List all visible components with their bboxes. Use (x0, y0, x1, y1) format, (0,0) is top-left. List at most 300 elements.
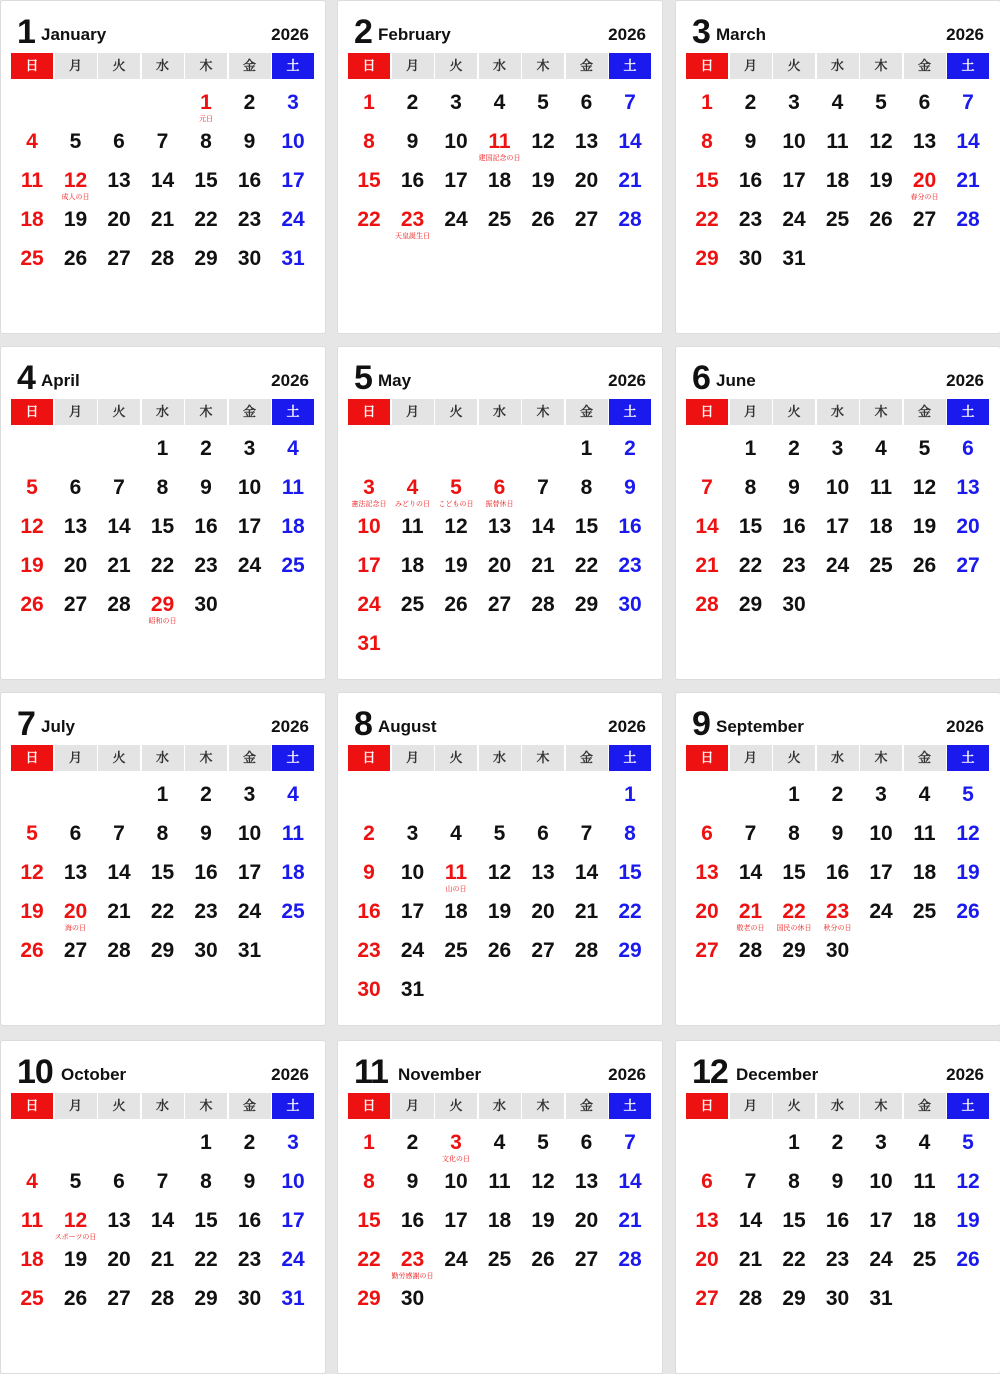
day-cell: 18 (20, 1248, 44, 1271)
day-cell: 12 (20, 861, 44, 884)
weekday-header-1: 月 (392, 53, 434, 79)
day-cell: 20 (63, 554, 88, 577)
day-cell: 19 (531, 169, 555, 192)
weekday-header-1: 月 (55, 745, 97, 771)
weekday-header-3: 水 (817, 53, 859, 79)
weekday-header-5: 金 (904, 53, 946, 79)
day-cell: 7 (701, 476, 713, 499)
day-cell: 19 (956, 861, 980, 884)
month-header (348, 11, 652, 51)
day-cell: 22 (357, 208, 381, 231)
month-panel-november (337, 1040, 663, 1374)
weekday-header-4: 木 (860, 745, 902, 771)
weekday-header-5: 金 (904, 399, 946, 425)
month-header (348, 357, 652, 397)
day-cell: 4 (493, 1131, 506, 1154)
day-cell: 7 (113, 476, 125, 499)
day-cell: 8 (363, 130, 375, 153)
day-cell: 14 (738, 861, 763, 884)
day-cell: 26 (444, 593, 468, 616)
day-cell: 23 (825, 900, 850, 923)
weekday-header-2: 火 (435, 745, 477, 771)
day-cell: 12 (956, 1170, 980, 1193)
day-cell: 21 (738, 900, 763, 923)
day-cell: 2 (200, 783, 212, 806)
month-number: 1 (17, 13, 35, 51)
day-cell: 19 (869, 169, 893, 192)
day-cell: 6 (537, 822, 549, 845)
day-cell: 1 (744, 437, 757, 460)
day-cell: 18 (400, 554, 425, 577)
day-cell: 10 (869, 1170, 893, 1193)
day-cell: 3 (363, 476, 375, 499)
day-cell: 28 (738, 939, 763, 962)
day-cell: 5 (26, 476, 38, 499)
month-panel-september (675, 692, 1000, 1026)
day-cell: 28 (574, 939, 599, 962)
month-number: 3 (692, 13, 710, 51)
day-cell: 25 (281, 900, 305, 923)
day-cell: 8 (788, 1170, 800, 1193)
day-cell: 3 (287, 1131, 299, 1154)
day-cell: 18 (20, 208, 44, 231)
day-cell: 6 (493, 476, 506, 499)
day-cell: 5 (875, 91, 887, 114)
day-cell: 6 (580, 1131, 593, 1154)
holiday-label: 文化の日 (442, 1156, 470, 1163)
day-cell: 23 (738, 208, 763, 231)
day-cell: 15 (738, 515, 763, 538)
day-cell: 8 (156, 476, 169, 499)
day-cell: 17 (281, 169, 305, 192)
day-cell: 5 (537, 91, 549, 114)
month-header (11, 357, 315, 397)
day-cell: 13 (63, 515, 88, 538)
day-cell: 8 (624, 822, 636, 845)
weekday-header-1: 月 (55, 1093, 97, 1119)
day-cell: 27 (487, 593, 512, 616)
day-cell: 14 (150, 1209, 175, 1232)
day-cell: 31 (357, 632, 381, 655)
day-cell: 11 (913, 1170, 936, 1193)
day-cell: 1 (156, 437, 169, 460)
day-cell: 3 (875, 783, 887, 806)
day-cell: 29 (618, 939, 642, 962)
month-header (348, 1051, 652, 1091)
weekday-header-6: 土 (609, 745, 651, 771)
month-name: July (41, 717, 76, 736)
day-cell: 12 (912, 476, 937, 499)
month-header (686, 703, 990, 743)
day-cell: 20 (63, 900, 88, 923)
day-cell: 26 (531, 208, 555, 231)
day-cell: 25 (281, 554, 305, 577)
weekday-header-1: 月 (730, 53, 772, 79)
day-cell: 5 (450, 476, 462, 499)
holiday-label: 成人の日 (61, 194, 90, 201)
day-cell: 21 (531, 554, 555, 577)
day-cell: 26 (63, 1287, 88, 1310)
year-label: 2026 (608, 371, 646, 390)
day-cell: 23 (618, 554, 642, 577)
day-cell: 29 (150, 939, 175, 962)
weekday-header-3: 水 (479, 399, 521, 425)
day-cell: 7 (537, 476, 549, 499)
weekday-header-5: 金 (566, 53, 608, 79)
day-cell: 22 (194, 1248, 218, 1271)
day-cell: 21 (956, 169, 980, 192)
weekday-header-6: 土 (947, 1093, 989, 1119)
day-cell: 17 (869, 1209, 893, 1232)
day-cell: 30 (237, 247, 262, 270)
day-cell: 1 (363, 91, 375, 114)
day-cell: 17 (237, 861, 262, 884)
day-cell: 29 (574, 593, 599, 616)
day-cell: 16 (738, 169, 763, 192)
day-cell: 3 (831, 437, 844, 460)
day-cell: 11 (20, 169, 44, 192)
day-cell: 20 (574, 1209, 599, 1232)
day-cell: 22 (782, 1248, 806, 1271)
day-cell: 11 (913, 822, 936, 845)
day-cell: 28 (150, 247, 175, 270)
day-cell: 24 (869, 900, 893, 923)
weekday-header-5: 金 (566, 399, 608, 425)
day-cell: 28 (107, 593, 131, 616)
day-cell: 19 (531, 1209, 555, 1232)
day-cell: 4 (406, 476, 419, 499)
day-cell: 9 (406, 1170, 419, 1193)
day-cell: 3 (788, 91, 800, 114)
month-number: 10 (17, 1053, 53, 1091)
weekday-header-2: 火 (773, 745, 815, 771)
day-cell: 10 (237, 822, 262, 845)
day-cell: 29 (194, 247, 218, 270)
day-cell: 9 (831, 822, 844, 845)
month-panel-february (337, 0, 663, 334)
day-cell: 11 (826, 130, 849, 153)
day-cell: 23 (782, 554, 806, 577)
month-name: June (716, 371, 756, 390)
day-cell: 6 (113, 1170, 125, 1193)
holiday-label: みどりの日 (395, 501, 430, 508)
day-cell: 17 (281, 1209, 305, 1232)
day-cell: 31 (869, 1287, 893, 1310)
day-cell: 6 (918, 91, 931, 114)
day-cell: 12 (487, 861, 512, 884)
month-header (686, 357, 990, 397)
day-cell: 7 (744, 822, 757, 845)
day-cell: 10 (825, 476, 850, 499)
weekday-header-4: 木 (185, 53, 227, 79)
day-cell: 30 (237, 1287, 262, 1310)
day-cell: 6 (69, 476, 82, 499)
day-cell: 9 (624, 476, 636, 499)
day-cell: 29 (782, 1287, 806, 1310)
weekday-header-6: 土 (272, 1093, 314, 1119)
holiday-label: 憲法記念日 (351, 501, 387, 508)
day-cell: 21 (107, 554, 131, 577)
month-number: 9 (692, 705, 710, 743)
day-cell: 26 (531, 1248, 555, 1271)
day-cell: 26 (912, 554, 937, 577)
day-cell: 23 (400, 1248, 425, 1271)
day-cell: 4 (287, 783, 299, 806)
day-cell: 12 (63, 169, 88, 192)
day-cell: 15 (194, 1209, 218, 1232)
day-cell: 9 (744, 130, 757, 153)
day-cell: 4 (831, 91, 844, 114)
day-cell: 25 (869, 554, 893, 577)
year-label: 2026 (608, 1065, 646, 1084)
day-cell: 20 (695, 1248, 719, 1271)
weekday-header-6: 土 (947, 53, 989, 79)
day-cell: 6 (701, 822, 713, 845)
weekday-header-3: 水 (817, 1093, 859, 1119)
weekday-header-4: 木 (522, 745, 564, 771)
day-cell: 4 (450, 822, 462, 845)
weekday-header-1: 月 (392, 1093, 434, 1119)
weekday-header-5: 金 (229, 399, 271, 425)
day-cell: 20 (107, 1248, 131, 1271)
day-cell: 25 (444, 939, 468, 962)
weekday-header-2: 火 (435, 53, 477, 79)
day-cell: 18 (487, 169, 512, 192)
weekday-header-1: 月 (55, 53, 97, 79)
day-cell: 7 (962, 91, 974, 114)
day-cell: 27 (695, 939, 719, 962)
weekday-header-4: 木 (860, 53, 902, 79)
day-cell: 27 (107, 247, 131, 270)
day-cell: 23 (237, 208, 262, 231)
weekday-header-1: 月 (730, 399, 772, 425)
day-cell: 11 (281, 822, 305, 845)
weekday-header-6: 土 (609, 399, 651, 425)
day-cell: 13 (695, 1209, 719, 1232)
day-cell: 20 (695, 900, 719, 923)
month-panel-april (0, 346, 326, 680)
month-panel-july (0, 692, 326, 1026)
weekday-header-3: 水 (142, 1093, 184, 1119)
holiday-label: スポーツの日 (54, 1234, 97, 1241)
weekday-header-0: 日 (686, 399, 728, 425)
day-cell: 30 (825, 1287, 850, 1310)
day-cell: 15 (695, 169, 719, 192)
day-cell: 20 (531, 900, 555, 923)
day-cell: 6 (113, 130, 125, 153)
day-cell: 26 (956, 1248, 980, 1271)
weekday-header-1: 月 (392, 399, 434, 425)
day-cell: 18 (487, 1209, 512, 1232)
day-cell: 16 (237, 169, 262, 192)
weekday-header-0: 日 (11, 53, 53, 79)
weekday-header-2: 火 (98, 745, 140, 771)
day-cell: 3 (243, 437, 256, 460)
day-cell: 29 (194, 1287, 218, 1310)
weekday-header-3: 水 (479, 1093, 521, 1119)
day-cell: 10 (869, 822, 893, 845)
holiday-label: 建国記念の日 (478, 155, 521, 162)
weekday-header-0: 日 (686, 53, 728, 79)
day-cell: 25 (20, 247, 44, 270)
day-cell: 22 (194, 208, 218, 231)
weekday-header-3: 水 (142, 53, 184, 79)
weekday-header-4: 木 (860, 399, 902, 425)
day-cell: 12 (63, 1209, 88, 1232)
day-cell: 16 (400, 1209, 425, 1232)
weekday-header-0: 日 (348, 399, 390, 425)
day-cell: 7 (744, 1170, 757, 1193)
day-cell: 24 (237, 900, 262, 923)
day-cell: 1 (788, 1131, 800, 1154)
day-cell: 15 (357, 1209, 381, 1232)
day-cell: 15 (150, 861, 175, 884)
day-cell: 1 (788, 783, 800, 806)
day-cell: 18 (912, 1209, 937, 1232)
day-cell: 24 (825, 554, 850, 577)
day-cell: 4 (26, 1170, 38, 1193)
year-label: 2026 (271, 371, 309, 390)
day-cell: 14 (956, 130, 980, 153)
day-cell: 28 (531, 593, 555, 616)
month-name: December (736, 1065, 819, 1084)
day-cell: 26 (20, 939, 44, 962)
day-cell: 4 (493, 91, 506, 114)
day-cell: 24 (281, 1248, 305, 1271)
day-cell: 30 (782, 593, 806, 616)
day-cell: 24 (281, 208, 305, 231)
day-cell: 30 (618, 593, 642, 616)
holiday-label: 山の日 (445, 886, 467, 893)
day-cell: 20 (487, 554, 512, 577)
day-cell: 1 (624, 783, 636, 806)
year-label: 2026 (608, 25, 646, 44)
day-cell: 13 (107, 169, 131, 192)
month-panel-march (675, 0, 1000, 334)
day-cell: 30 (194, 593, 218, 616)
year-label: 2026 (946, 25, 984, 44)
month-header (11, 1051, 315, 1091)
day-cell: 10 (782, 130, 806, 153)
month-panel-december (675, 1040, 1000, 1374)
weekday-header-2: 火 (773, 53, 815, 79)
month-header (11, 11, 315, 51)
holiday-label: 天皇誕生日 (395, 233, 430, 240)
holiday-label: 春分の日 (910, 194, 939, 201)
day-cell: 4 (918, 783, 931, 806)
day-cell: 2 (744, 91, 757, 114)
weekday-header-2: 火 (98, 53, 140, 79)
day-cell: 31 (237, 939, 262, 962)
day-cell: 29 (695, 247, 719, 270)
day-cell: 27 (912, 208, 937, 231)
day-cell: 3 (287, 91, 299, 114)
day-cell: 15 (150, 515, 175, 538)
day-cell: 15 (782, 861, 806, 884)
day-cell: 8 (788, 822, 800, 845)
day-cell: 24 (400, 939, 425, 962)
day-cell: 24 (869, 1248, 893, 1271)
day-cell: 27 (956, 554, 980, 577)
day-cell: 2 (624, 437, 636, 460)
weekday-header-6: 土 (609, 1093, 651, 1119)
day-cell: 2 (831, 783, 844, 806)
day-cell: 6 (962, 437, 974, 460)
weekday-header-4: 木 (185, 1093, 227, 1119)
day-cell: 18 (281, 515, 305, 538)
holiday-label: 海の日 (65, 925, 86, 932)
day-cell: 16 (825, 861, 850, 884)
weekday-header-4: 木 (860, 1093, 902, 1119)
weekday-header-5: 金 (229, 745, 271, 771)
weekday-header-4: 木 (185, 745, 227, 771)
day-cell: 23 (400, 208, 425, 231)
day-cell: 13 (63, 861, 88, 884)
day-cell: 13 (956, 476, 980, 499)
day-cell: 27 (574, 208, 599, 231)
day-cell: 8 (580, 476, 593, 499)
weekday-header-2: 火 (773, 1093, 815, 1119)
day-cell: 28 (107, 939, 131, 962)
day-cell: 8 (744, 476, 757, 499)
day-cell: 2 (406, 1131, 419, 1154)
month-name: February (378, 25, 451, 44)
day-cell: 29 (782, 939, 806, 962)
day-cell: 21 (618, 1209, 642, 1232)
day-cell: 11 (444, 861, 468, 884)
day-cell: 8 (200, 1170, 212, 1193)
day-cell: 12 (531, 1170, 555, 1193)
day-cell: 5 (537, 1131, 549, 1154)
day-cell: 13 (574, 1170, 599, 1193)
day-cell: 19 (912, 515, 937, 538)
weekday-header-3: 水 (479, 745, 521, 771)
day-cell: 7 (624, 1131, 636, 1154)
weekday-header-5: 金 (229, 1093, 271, 1119)
weekday-header-6: 土 (272, 745, 314, 771)
day-cell: 1 (200, 91, 212, 114)
day-cell: 22 (618, 900, 642, 923)
day-cell: 5 (69, 130, 82, 153)
weekday-header-1: 月 (392, 745, 434, 771)
day-cell: 16 (237, 1209, 262, 1232)
day-cell: 9 (200, 822, 212, 845)
weekday-header-2: 火 (435, 1093, 477, 1119)
day-cell: 9 (363, 861, 375, 884)
weekday-header-4: 木 (522, 53, 564, 79)
weekday-header-5: 金 (904, 1093, 946, 1119)
day-cell: 14 (107, 861, 131, 884)
day-cell: 25 (912, 1248, 937, 1271)
day-cell: 19 (487, 900, 512, 923)
day-cell: 13 (531, 861, 555, 884)
day-cell: 17 (869, 861, 893, 884)
day-cell: 29 (357, 1287, 381, 1310)
weekday-header-4: 木 (522, 1093, 564, 1119)
day-cell: 12 (444, 515, 468, 538)
day-cell: 22 (738, 554, 763, 577)
year-label: 2026 (271, 717, 309, 736)
day-cell: 10 (281, 1170, 305, 1193)
day-cell: 28 (956, 208, 980, 231)
month-name: November (398, 1065, 482, 1084)
day-cell: 3 (243, 783, 256, 806)
day-cell: 15 (357, 169, 381, 192)
weekday-header-3: 水 (817, 745, 859, 771)
day-cell: 19 (20, 900, 44, 923)
day-cell: 26 (956, 900, 980, 923)
day-cell: 15 (574, 515, 599, 538)
